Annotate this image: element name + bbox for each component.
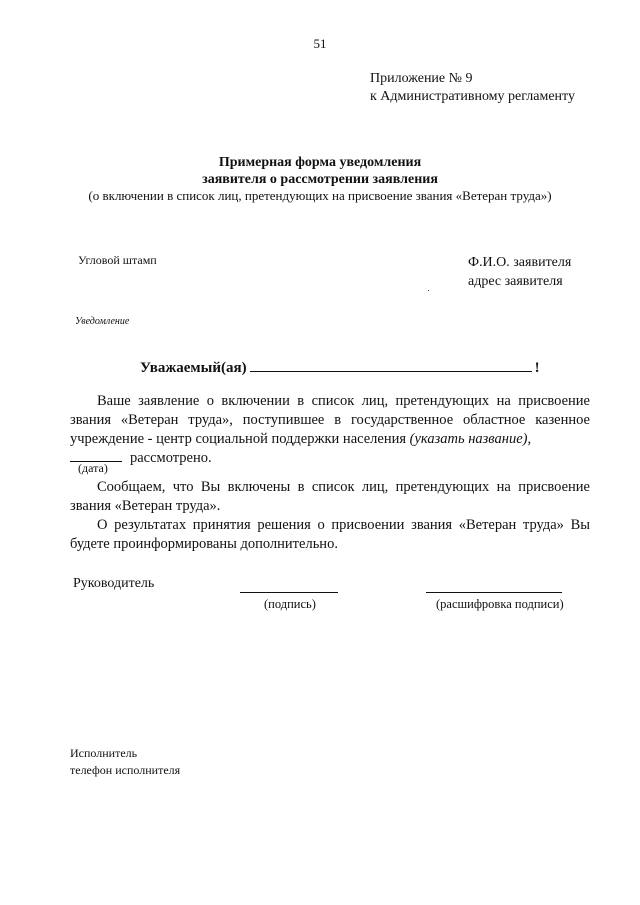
paragraph-3-text: О результатах принятия решения о присвоении звания «Ветеран труда» Вы будете проинформированы дополнительно. [70,517,590,552]
appendix-line-1: Приложение № 9 [370,71,473,86]
signature-decoding-blank [426,592,562,593]
executor-label: Исполнитель [70,746,138,760]
scan-speck [428,290,429,291]
appendix-line-2: к Административному регламенту [370,89,575,104]
signature-caption: (подпись) [264,597,316,611]
document-title [0,154,640,188]
executor-block [70,745,180,779]
paragraph-result-notice [70,516,590,554]
paragraph-application-status [70,392,590,468]
salutation-end: ! [534,360,540,376]
document-subtitle: (о включении в список лиц, претендующих на присвоение звания «Ветеран труда») [88,188,552,203]
paragraph-2-text: Сообщаем, что Вы включены в список лиц, претендующих на присвоение звания «Ветеран труда». [70,479,590,514]
salutation-name-blank [250,357,532,372]
salutation-text: Уважаемый(ая) [140,360,247,376]
document-type-label: Уведомление [75,316,130,327]
title-line-1: Примерная форма уведомления [218,155,422,170]
signature-blank [240,592,338,593]
recipient-name: Ф.И.О. заявителя [468,255,572,270]
executor-phone-label: телефон исполнителя [70,763,181,777]
paragraph-1-end: рассмотрено. [130,450,212,466]
signer-title: Руководитель [73,576,155,591]
recipient-block [468,253,571,291]
title-line-2: заявителя о рассмотрении заявления [202,172,438,187]
recipient-address: адрес заявителя [468,274,563,289]
paragraph-1-text: Ваше заявление о включении в список лиц, претендующих на присвоение звания «Ветеран труда», поступившее в государственное областное казенное учреждение - центр социальной поддержки населения [70,393,590,447]
signature-decoding-caption: (расшифровка подписи) [436,597,564,611]
salutation [140,357,540,377]
appendix-block [370,70,575,106]
paragraph-1-italic: (указать название), [409,431,532,447]
date-caption: (дата) [78,461,108,475]
paragraph-inclusion-notice [70,478,590,516]
page-number: 51 [313,36,327,51]
corner-stamp-label: Угловой штамп [78,253,157,267]
